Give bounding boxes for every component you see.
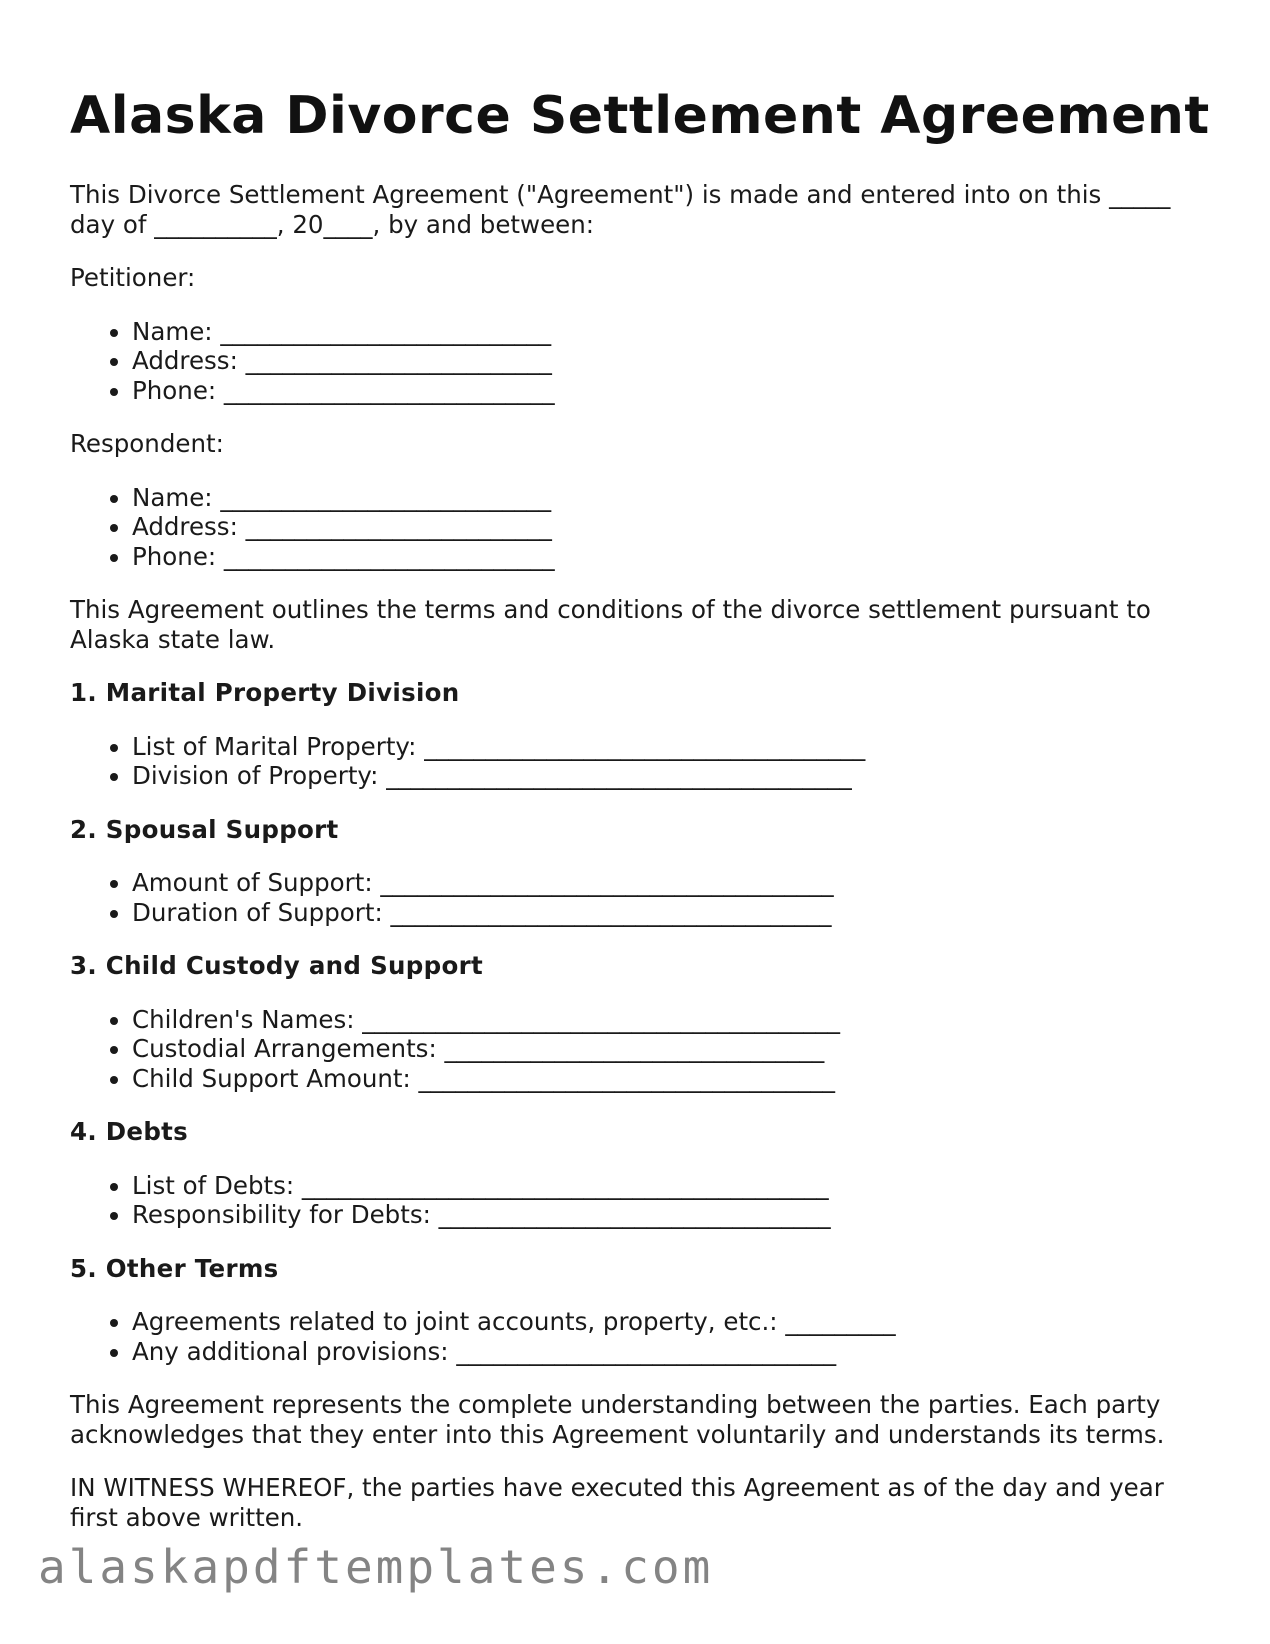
section-list-spousal-support — [70, 868, 1200, 927]
section-heading-debts: 4. Debts — [70, 1117, 189, 1146]
respondent-fields — [70, 483, 1200, 572]
document-title: Alaska Divorce Settlement Agreement — [70, 86, 1210, 146]
witness-paragraph: IN WITNESS WHEREOF, the parties have executed this Agreement as of the day and year first above written. — [70, 1473, 1164, 1532]
list-item: • Division of Property: ______________________________________ — [132, 761, 1200, 791]
list-item: • Children's Names: _______________________________________ — [132, 1005, 1200, 1035]
petitioner-fields — [70, 317, 1200, 406]
watermark: alaskapdftemplates.com — [38, 1540, 714, 1594]
list-item: • Any additional provisions: _______________________________ — [132, 1337, 1200, 1367]
respondent-label: Respondent: — [70, 429, 224, 458]
respondent-name-field: • Name: ___________________________ — [132, 483, 1200, 513]
petitioner-address-field: • Address: _________________________ — [132, 346, 1200, 376]
petitioner-label: Petitioner: — [70, 263, 196, 292]
intro-paragraph: This Divorce Settlement Agreement ("Agreement") is made and entered into on this _____ day of __________, 20____, by and between: — [70, 180, 1171, 239]
list-item: • Custodial Arrangements: _______________________________ — [132, 1034, 1200, 1064]
section-heading-child-custody: 3. Child Custody and Support — [70, 951, 483, 980]
section-list-other-terms — [70, 1307, 1200, 1366]
list-item: • List of Marital Property: ____________________________________ — [132, 732, 1200, 762]
respondent-phone-field: • Phone: ___________________________ — [132, 542, 1200, 572]
section-list-property — [70, 732, 1200, 791]
list-item: • Amount of Support: _____________________________________ — [132, 868, 1200, 898]
list-item: • Agreements related to joint accounts, property, etc.: _________ — [132, 1307, 1200, 1337]
list-item: • Duration of Support: ____________________________________ — [132, 898, 1200, 928]
section-heading-spousal-support: 2. Spousal Support — [70, 814, 339, 844]
section-list-debts — [70, 1171, 1200, 1230]
closing-paragraph: This Agreement represents the complete understanding between the parties. Each party acknowledges that they enter into this Agreement voluntarily and understands its terms. — [70, 1390, 1165, 1449]
section-list-child-custody — [70, 1005, 1200, 1094]
list-item: • Responsibility for Debts: ________________________________ — [132, 1200, 1200, 1230]
list-item: • Child Support Amount: __________________________________ — [132, 1064, 1200, 1094]
section-heading-other-terms: 5. Other Terms — [70, 1253, 279, 1283]
purpose-paragraph: This Agreement outlines the terms and conditions of the divorce settlement pursuant to Alaska state law. — [70, 595, 1151, 654]
list-item: • List of Debts: ___________________________________________ — [132, 1171, 1200, 1201]
section-heading-property: 1. Marital Property Division — [70, 678, 460, 707]
document-body — [70, 180, 1200, 1556]
respondent-address-field: • Address: _________________________ — [132, 512, 1200, 542]
petitioner-phone-field: • Phone: ___________________________ — [132, 376, 1200, 406]
petitioner-name-field: • Name: ___________________________ — [132, 317, 1200, 347]
